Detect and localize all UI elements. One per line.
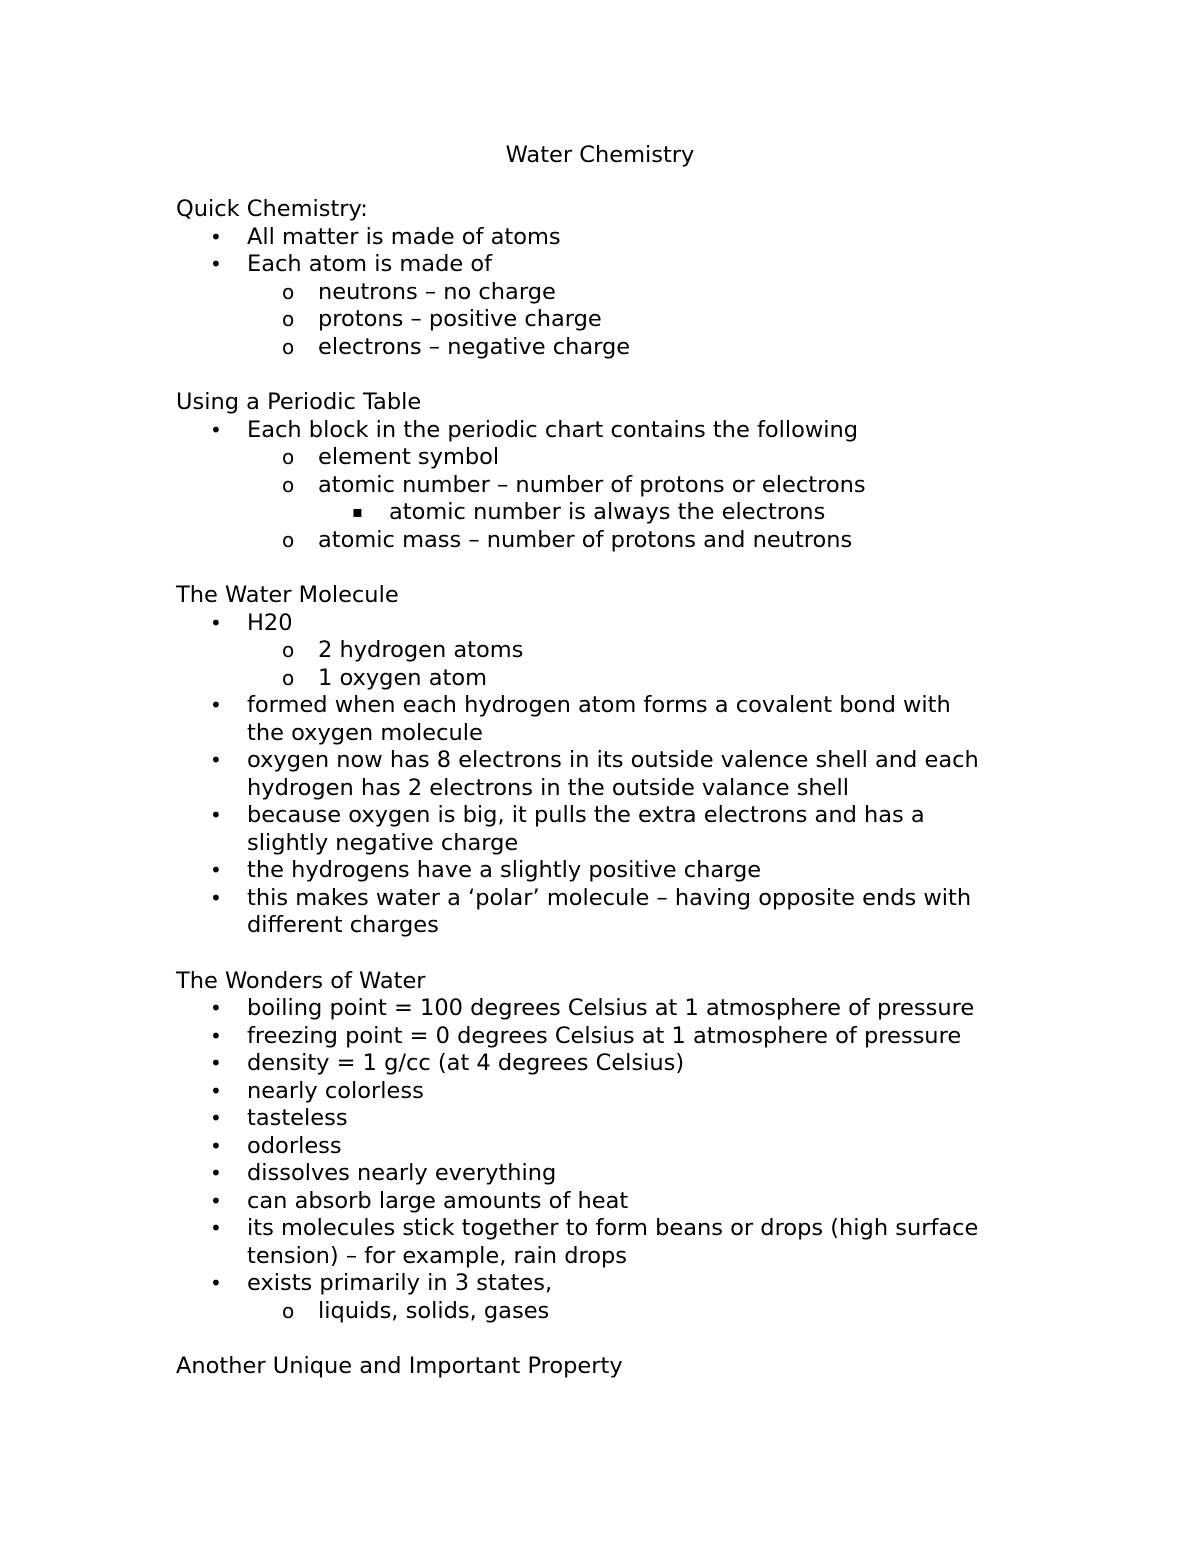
bullet-icon: • [210, 1133, 222, 1158]
list-item-text: the hydrogens have a slightly positive charge [247, 857, 762, 883]
circle-bullet-icon: o [282, 638, 295, 662]
list-item-text: H20 [247, 609, 293, 636]
bullet-icon: • [210, 996, 222, 1020]
bullet-icon: • [210, 1188, 222, 1213]
list-item-text: 2 hydrogen atoms [318, 637, 524, 663]
circle-bullet-icon: o [282, 665, 295, 690]
list-item-text: element symbol [318, 444, 500, 470]
list-item-text: All matter is made of atoms [247, 223, 561, 250]
list-item-text: this makes water a ‘polar’ molecule – having opposite ends with [247, 884, 972, 911]
circle-bullet-icon: o [282, 279, 295, 304]
list-item-text: protons – positive charge [318, 306, 602, 332]
bullet-icon: • [210, 858, 222, 882]
bullet-icon: • [210, 1023, 222, 1048]
section-heading: The Wonders of Water [176, 967, 426, 994]
section-heading: The Water Molecule [176, 582, 399, 608]
list-item-text: because oxygen is big, it pulls the extra electrons and has a [247, 802, 925, 828]
list-item-text: 1 oxygen atom [318, 664, 488, 691]
list-item-text: different charges [247, 912, 439, 938]
circle-bullet-icon: o [282, 334, 295, 359]
bullet-icon: • [210, 1106, 222, 1130]
list-item-text: hydrogen has 2 electrons in the outside valance shell [247, 774, 850, 801]
bullet-icon: • [210, 252, 222, 276]
circle-bullet-icon: o [282, 445, 295, 469]
list-item-text: density = 1 g/cc (at 4 degrees Celsius) [247, 1050, 685, 1076]
list-item-text: can absorb large amounts of heat [247, 1187, 629, 1214]
list-item-text: boiling point = 100 degrees Celsius at 1 atmosphere of pressure [247, 995, 975, 1021]
bullet-icon: • [210, 1161, 222, 1185]
bullet-icon: • [210, 610, 222, 635]
page-title: Water Chemistry [505, 142, 695, 168]
section-heading: Another Unique and Important Property [176, 1353, 623, 1379]
list-item-text: odorless [247, 1132, 342, 1159]
list-item-text: nearly colorless [247, 1077, 424, 1104]
bullet-icon: • [210, 748, 222, 772]
list-item-text: its molecules stick together to form beans or drops (high surface [247, 1215, 979, 1241]
circle-bullet-icon: o [282, 307, 295, 331]
list-item-text: electrons – negative charge [318, 333, 631, 360]
bullet-icon: • [210, 1271, 222, 1295]
section-heading: Using a Periodic Table [176, 389, 422, 415]
bullet-icon: • [210, 1216, 222, 1240]
list-item-text: atomic number is always the electrons [389, 499, 826, 525]
list-item-text: atomic mass – number of protons and neutrons [318, 526, 853, 553]
list-item-text: formed when each hydrogen atom forms a covalent bond with [247, 692, 951, 718]
list-item-text: atomic number – number of protons or electrons [318, 471, 866, 498]
circle-bullet-icon: o [282, 472, 295, 497]
bullet-icon: • [210, 885, 222, 910]
list-item-text: slightly negative charge [247, 829, 519, 856]
bullet-icon: • [210, 803, 222, 827]
list-item-text: neutrons – no charge [318, 278, 556, 305]
list-item-text: Each atom is made of [247, 251, 493, 277]
bullet-icon: • [210, 1051, 222, 1075]
bullet-icon: • [210, 224, 222, 249]
square-bullet-icon: ▪ [352, 502, 363, 521]
list-item-text: oxygen now has 8 electrons in its outside valence shell and each [247, 747, 979, 773]
list-item-text: tasteless [247, 1105, 348, 1131]
circle-bullet-icon: o [282, 1298, 295, 1323]
list-item-text: freezing point = 0 degrees Celsius at 1 atmosphere of pressure [247, 1022, 962, 1049]
bullet-icon: • [210, 693, 222, 717]
list-item-text: tension) – for example, rain drops [247, 1242, 628, 1269]
bullet-icon: • [210, 417, 222, 442]
section-heading: Quick Chemistry: [176, 196, 368, 222]
bullet-icon: • [210, 1078, 222, 1103]
circle-bullet-icon: o [282, 527, 295, 552]
list-item-text: liquids, solids, gases [318, 1297, 550, 1324]
list-item-text: Each block in the periodic chart contains the following [247, 416, 859, 443]
list-item-text: exists primarily in 3 states, [247, 1270, 553, 1296]
list-item-text: the oxygen molecule [247, 719, 483, 746]
list-item-text: dissolves nearly everything [247, 1160, 557, 1186]
